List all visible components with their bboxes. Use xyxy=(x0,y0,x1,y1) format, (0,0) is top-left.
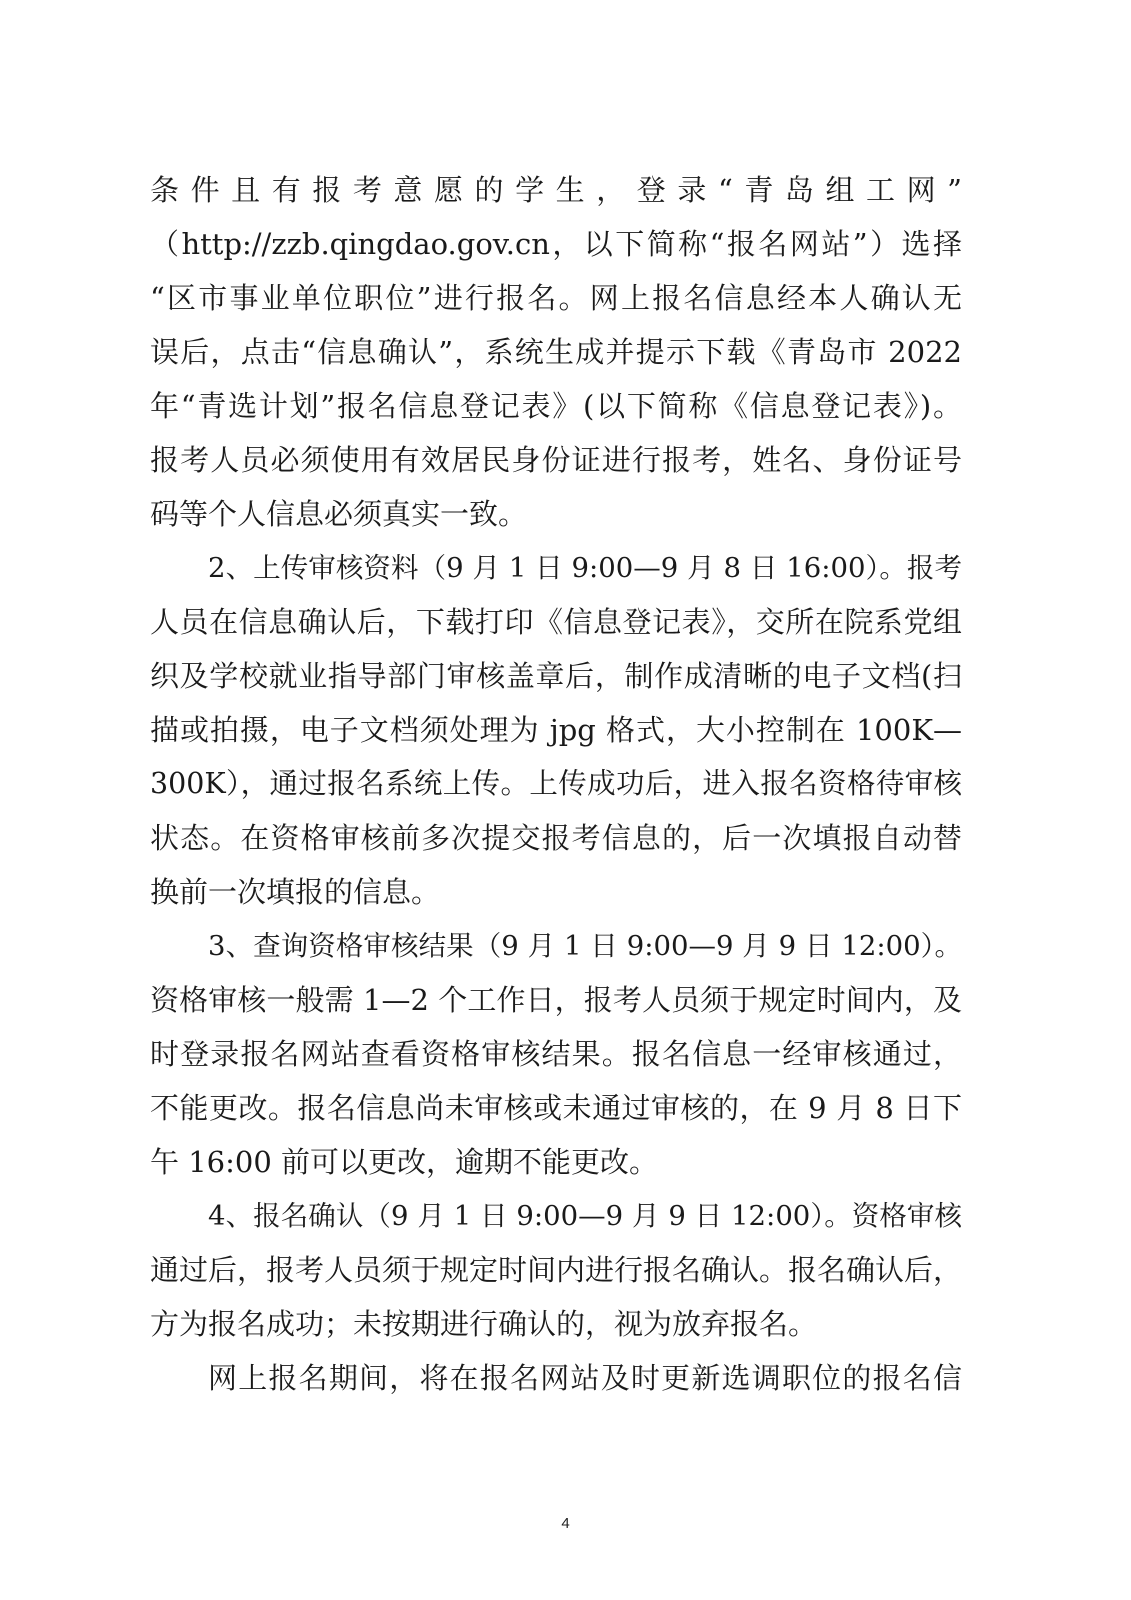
text-line: 描或拍摄，电子文档须处理为 jpg 格式，大小控制在 100K— xyxy=(150,713,962,747)
paragraph-start-line: 3、查询资格审核结果（9 月 1 日 9:00—9 月 9 日 12:00）。 xyxy=(208,930,962,962)
text-line: 资格审核一般需 1—2 个工作日，报考人员须于规定时间内，及 xyxy=(150,983,962,1017)
text-line: “区市事业单位职位”进行报名。网上报名信息经本人确认无 xyxy=(150,281,962,315)
paragraph-start-line: 2、上传审核资料（9 月 1 日 9:00—9 月 8 日 16:00）。报考 xyxy=(208,552,962,584)
paragraph-start-line: 4、报名确认（9 月 1 日 9:00—9 月 9 日 12:00）。资格审核 xyxy=(208,1200,962,1232)
text-line: 年“青选计划”报名信息登记表》(以下简称《信息登记表》)。 xyxy=(150,389,962,423)
text-line: 换前一次填报的信息。 xyxy=(150,875,441,909)
text-line: 人员在信息确认后，下载打印《信息登记表》，交所在院系党组 xyxy=(150,605,962,639)
text-line: 通过后，报考人员须于规定时间内进行报名确认。报名确认后， xyxy=(150,1253,963,1287)
text-line: 300K），通过报名系统上传。上传成功后，进入报名资格待审核 xyxy=(150,767,962,800)
text-line: 时登录报名网站查看资格审核结果。报名信息一经审核通过， xyxy=(150,1037,962,1071)
text-line: 方为报名成功；未按期进行确认的，视为放弃报名。 xyxy=(150,1307,818,1341)
text-line: 码等个人信息必须真实一致。 xyxy=(150,497,528,531)
paragraph-start-line: 网上报名期间，将在报名网站及时更新选调职位的报名信 xyxy=(208,1361,962,1395)
text-line: 午 16:00 前可以更改，逾期不能更改。 xyxy=(150,1145,659,1179)
text-line: 条件且有报考意愿的学生，登录“青岛组工网” xyxy=(150,173,962,207)
text-line: 织及学校就业指导部门审核盖章后，制作成清晰的电子文档(扫 xyxy=(150,659,962,693)
text-line: （http://zzb.qingdao.gov.cn，以下简称“报名网站”）选择 xyxy=(150,227,962,261)
text-line: 不能更改。报名信息尚未审核或未通过审核的，在 9 月 8 日下 xyxy=(150,1091,962,1125)
text-line: 报考人员必须使用有效居民身份证进行报考，姓名、身份证号 xyxy=(150,443,962,477)
text-line: 误后，点击“信息确认”，系统生成并提示下载《青岛市 2022 xyxy=(150,335,962,369)
page-number: 4 xyxy=(561,1515,570,1532)
text-line: 状态。在资格审核前多次提交报考信息的，后一次填报自动替 xyxy=(150,821,962,855)
